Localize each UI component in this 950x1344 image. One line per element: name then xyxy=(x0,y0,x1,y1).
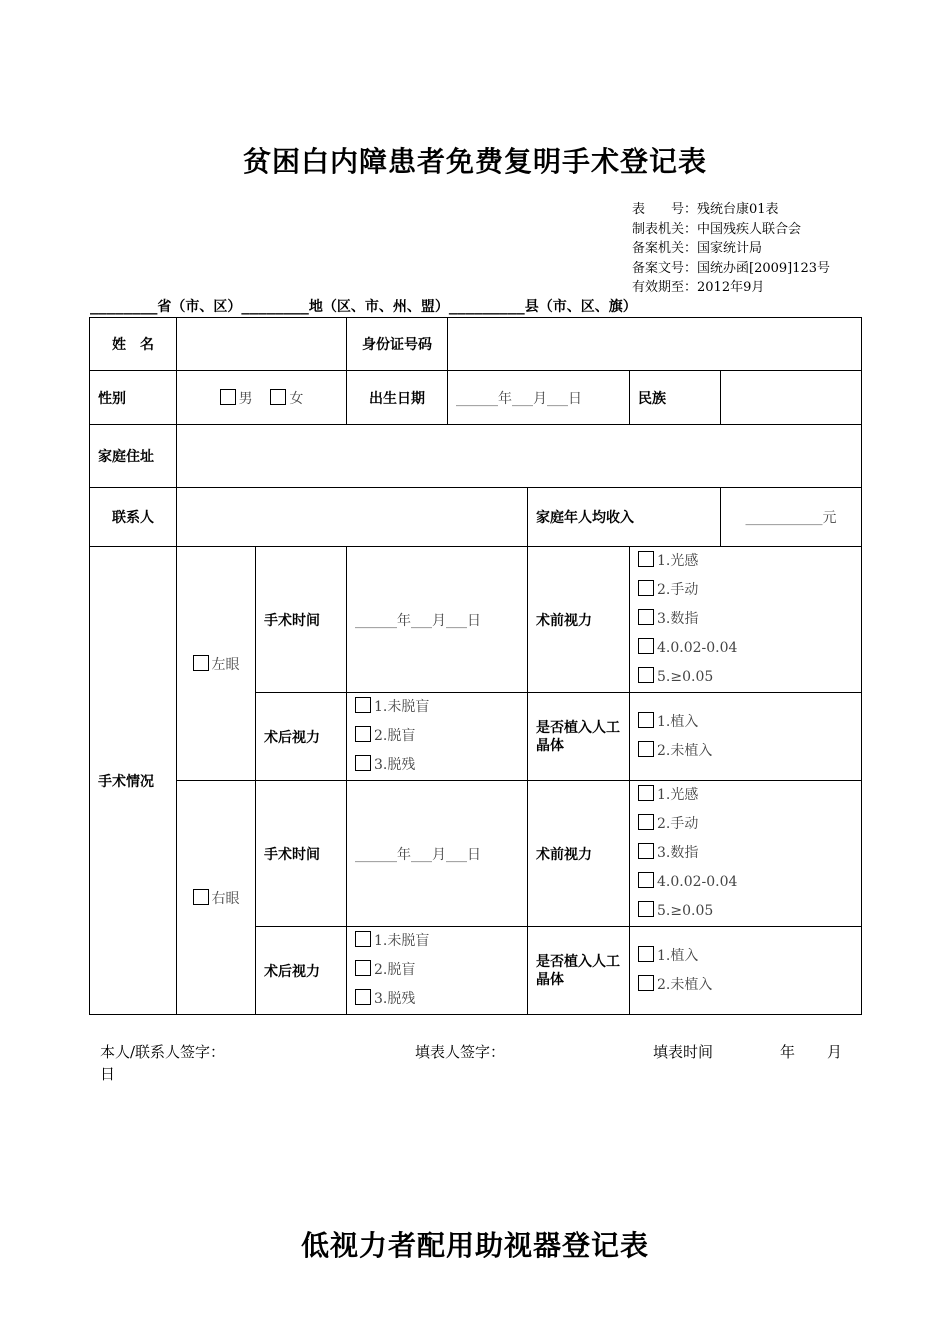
right-pre-opt2-checkbox[interactable] xyxy=(638,814,654,830)
form-meta xyxy=(632,200,830,298)
meta-doc-number: 备案文号：国统办函[2009]123号 xyxy=(632,260,831,276)
meta-issuer: 制表机关：中国残疾人联合会 xyxy=(632,221,802,237)
right-lens-opt2: 2.未植入 xyxy=(657,976,713,993)
second-form-title: 低视力者配用助视器登记表 xyxy=(300,1229,649,1262)
right-eye-label: 右眼 xyxy=(211,890,240,907)
address-field[interactable] xyxy=(177,425,862,488)
left-post-vision-options xyxy=(347,693,528,781)
left-post-opt2-checkbox[interactable] xyxy=(355,726,371,742)
surgery-label: 手术情况 xyxy=(90,547,177,1015)
right-lens-opt1-checkbox[interactable] xyxy=(638,946,654,962)
left-lens-label: 是否植入人工晶体 xyxy=(528,693,630,781)
right-lens-opt1: 1.植入 xyxy=(657,947,699,964)
left-lens-opt2: 2.未植入 xyxy=(657,742,713,759)
right-post-vision-options xyxy=(347,927,528,1015)
meta-registrar: 备案机关：国家统计局 xyxy=(632,241,763,256)
right-post-opt1: 1.未脱盲 xyxy=(374,933,430,949)
right-pre-opt4-checkbox[interactable] xyxy=(638,872,654,888)
female-label: 女 xyxy=(289,390,304,407)
name-field[interactable] xyxy=(177,318,347,371)
name-label: 姓 名 xyxy=(90,318,177,371)
left-surgery-date-field[interactable]: ______年___月___日 xyxy=(347,547,528,693)
right-lens-opt2-checkbox[interactable] xyxy=(638,975,654,991)
left-pre-opt2-checkbox[interactable] xyxy=(638,580,654,596)
income-field[interactable]: ___________元 xyxy=(721,488,862,547)
left-pre-opt1-checkbox[interactable] xyxy=(638,551,654,567)
right-pre-opt1-checkbox[interactable] xyxy=(638,785,654,801)
right-pre-opt1: 1.光感 xyxy=(657,787,699,803)
right-lens-label: 是否植入人工晶体 xyxy=(528,927,630,1015)
male-checkbox[interactable] xyxy=(220,389,236,405)
left-post-opt3-checkbox[interactable] xyxy=(355,755,371,771)
right-eye-checkbox[interactable] xyxy=(193,889,209,905)
left-lens-opt1-checkbox[interactable] xyxy=(638,712,654,728)
region-line: ________省（市、区）________地（区、市、州、盟）_________县（市、区、旗） xyxy=(90,299,637,315)
registration-table xyxy=(89,317,862,1015)
left-post-opt2: 2.脱盲 xyxy=(374,728,416,744)
left-post-opt1-checkbox[interactable] xyxy=(355,697,371,713)
left-post-opt1: 1.未脱盲 xyxy=(374,699,430,715)
right-pre-opt4: 4.0.02-0.04 xyxy=(657,874,738,890)
left-pre-opt1: 1.光感 xyxy=(657,553,699,569)
right-eye-cell xyxy=(177,781,256,1015)
right-pre-opt2: 2.手动 xyxy=(657,816,699,832)
right-post-vision-label: 术后视力 xyxy=(256,927,347,1015)
left-pre-opt3: 3.数指 xyxy=(657,611,699,627)
right-post-opt2: 2.脱盲 xyxy=(374,962,416,978)
income-label: 家庭年人均收入 xyxy=(528,488,721,547)
female-checkbox[interactable] xyxy=(270,389,286,405)
left-pre-opt5: 5.≥0.05 xyxy=(657,669,714,685)
id-field[interactable] xyxy=(448,318,862,371)
fill-time-label: 填表时间 xyxy=(653,1043,714,1061)
id-label: 身份证号码 xyxy=(347,318,448,371)
gender-label: 性别 xyxy=(90,371,177,425)
left-post-vision-label: 术后视力 xyxy=(256,693,347,781)
left-pre-vision-options xyxy=(630,547,862,693)
left-lens-options xyxy=(630,693,862,781)
address-label: 家庭住址 xyxy=(90,425,177,488)
birth-date-field[interactable]: ______年___月___日 xyxy=(448,371,630,425)
ethnic-field[interactable] xyxy=(721,371,862,425)
left-lens-opt2-checkbox[interactable] xyxy=(638,741,654,757)
left-pre-opt2: 2.手动 xyxy=(657,582,699,598)
contact-label: 联系人 xyxy=(90,488,177,547)
contact-field[interactable] xyxy=(177,488,528,547)
fill-year-label: 年 xyxy=(780,1043,796,1061)
left-pre-opt5-checkbox[interactable] xyxy=(638,667,654,683)
gender-options xyxy=(177,371,347,425)
right-surgery-time-label: 手术时间 xyxy=(256,781,347,927)
right-post-opt3-checkbox[interactable] xyxy=(355,989,371,1005)
meta-form-number: 表 号：残统台康01表 xyxy=(632,202,779,217)
right-pre-vision-options xyxy=(630,781,862,927)
right-pre-vision-label: 术前视力 xyxy=(528,781,630,927)
left-eye-checkbox[interactable] xyxy=(193,655,209,671)
left-pre-opt4-checkbox[interactable] xyxy=(638,638,654,654)
right-post-opt1-checkbox[interactable] xyxy=(355,931,371,947)
right-surgery-date-field[interactable]: ______年___月___日 xyxy=(347,781,528,927)
meta-valid-until: 有效期至：2012年9月 xyxy=(632,280,765,295)
male-label: 男 xyxy=(238,390,253,407)
left-eye-label: 左眼 xyxy=(211,656,240,673)
left-lens-opt1: 1.植入 xyxy=(657,713,699,730)
fill-day-label: 日 xyxy=(100,1065,116,1083)
right-lens-options xyxy=(630,927,862,1015)
ethnic-label: 民族 xyxy=(630,371,721,425)
right-pre-opt3-checkbox[interactable] xyxy=(638,843,654,859)
right-pre-opt3: 3.数指 xyxy=(657,845,699,861)
left-surgery-time-label: 手术时间 xyxy=(256,547,347,693)
birth-label: 出生日期 xyxy=(347,371,448,425)
right-pre-opt5: 5.≥0.05 xyxy=(657,903,714,919)
right-post-opt2-checkbox[interactable] xyxy=(355,960,371,976)
left-pre-opt4: 4.0.02-0.04 xyxy=(657,640,738,656)
left-pre-opt3-checkbox[interactable] xyxy=(638,609,654,625)
right-pre-opt5-checkbox[interactable] xyxy=(638,901,654,917)
left-post-opt3: 3.脱残 xyxy=(374,757,416,773)
form-title: 贫困白内障患者免费复明手术登记表 xyxy=(242,145,707,178)
left-eye-cell xyxy=(177,547,256,781)
fill-month-label: 月 xyxy=(827,1043,843,1061)
left-pre-vision-label: 术前视力 xyxy=(528,547,630,693)
self-signature-label: 本人/联系人签字： xyxy=(100,1043,226,1061)
right-post-opt3: 3.脱残 xyxy=(374,991,416,1007)
filler-signature-label: 填表人签字： xyxy=(415,1043,506,1061)
